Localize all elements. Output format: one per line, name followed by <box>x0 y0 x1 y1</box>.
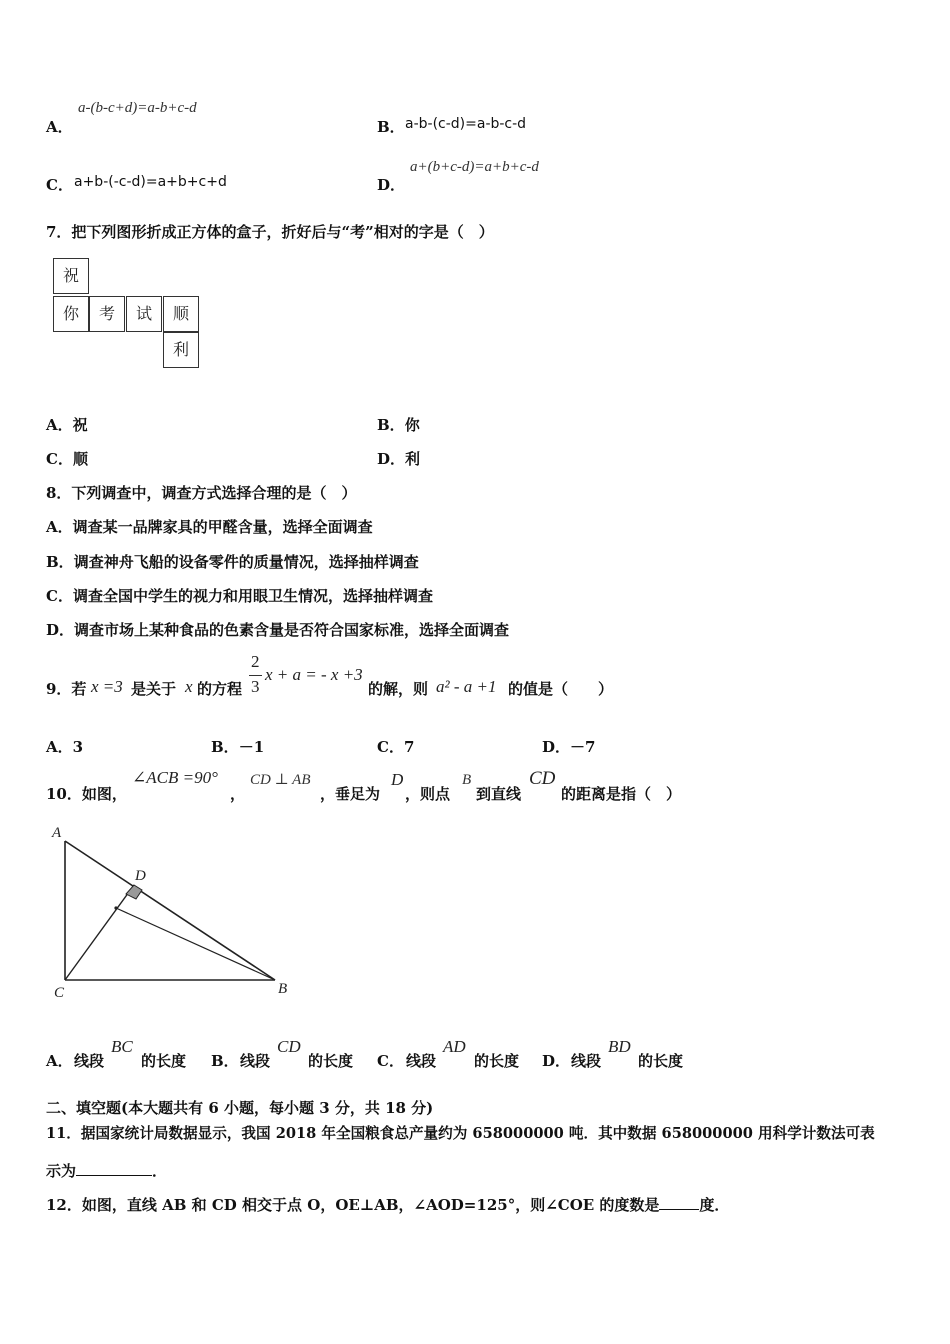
q7-option-a: A．祝 <box>46 416 88 434</box>
q10-math-3: D <box>391 770 404 789</box>
net-cell-bottom: 利 <box>163 332 199 368</box>
q8-option-a: A．调查某一品牌家具的甲醛含量，选择全面调查 <box>46 518 373 536</box>
q10-opt-b-pre: 线段 <box>240 1052 271 1070</box>
q9-option-b: B．－1 <box>211 738 265 756</box>
q10-opt-d-post: 的长度 <box>638 1052 684 1070</box>
q9-option-a: A．3 <box>46 738 84 756</box>
section-title: 二、填空题(本大题共有 6 小题，每小题 3 分，共 18 分) <box>46 1099 434 1117</box>
net-cell-top: 祝 <box>53 258 89 294</box>
q11-line-2 <box>46 1160 167 1181</box>
q6-option-a-label: A． <box>46 118 73 136</box>
net-cell-3: 试 <box>126 296 162 332</box>
q8-option-d: D．调查市场上某种食品的色素含量是否符合国家标准，选择全面调查 <box>46 621 510 639</box>
q10-opt-a-post: 的长度 <box>141 1052 187 1070</box>
net-cell-4: 顺 <box>163 296 199 332</box>
q6-option-c-expr: a+b-(-c-d)=a+b+c+d <box>74 174 227 190</box>
q10-math-5: CD <box>529 768 556 789</box>
q7-option-c: C．顺 <box>46 450 88 468</box>
q11-pre: 示为 <box>46 1162 77 1180</box>
q10-opt-c-seg: AD <box>443 1037 466 1056</box>
q9-option-d: D．－7 <box>542 738 596 756</box>
q10-text-3: ，则点 <box>405 785 451 803</box>
q10-text-2: ，垂足为 <box>320 785 381 803</box>
q9-math-2: x <box>185 677 193 696</box>
q9-frac-den: 3 <box>251 677 260 696</box>
q6-option-d-label: D． <box>377 176 406 194</box>
q11-line-1: 11．据国家统计局数据显示，我国 2018 年全国粮食总产量约为 658000000 吨．其中数据 658000000 用科学计数法可表 <box>46 1125 875 1142</box>
q12-post: 度． <box>699 1196 730 1214</box>
q10-opt-b-label: B． <box>211 1052 239 1070</box>
q10-opt-a-pre: 线段 <box>74 1052 105 1070</box>
q8-option-b: B．调查神舟飞船的设备零件的质量情况，选择抽样调查 <box>46 553 419 571</box>
q6-option-d-expr: a+(b+c-d)=a+b+c-d <box>410 159 539 175</box>
q9-option-c: C．7 <box>377 738 415 756</box>
q8-option-c: C．调查全国中学生的视力和用眼卫生情况，选择抽样调查 <box>46 587 433 605</box>
label-d: D <box>135 868 146 884</box>
q9-text-5: 的值是（ ） <box>508 680 614 698</box>
q11-blank[interactable] <box>76 1175 152 1176</box>
q9-text-2: 是关于 <box>131 680 177 698</box>
triangle-figure <box>40 815 310 1005</box>
label-b: B <box>278 981 288 997</box>
q10-opt-c-label: C． <box>377 1052 404 1070</box>
q10-opt-c-pre: 线段 <box>406 1052 437 1070</box>
q9-math-1: x =3 <box>91 677 123 696</box>
q6-option-b-label: B． <box>377 118 405 136</box>
q7-option-d: D．利 <box>377 450 421 468</box>
q10-opt-c-post: 的长度 <box>474 1052 520 1070</box>
q10-opt-b-seg: CD <box>277 1037 301 1056</box>
label-c: C <box>54 985 65 1001</box>
q10-math-2: CD ⊥ AB <box>250 772 311 788</box>
q9-text-4: 的解，则 <box>368 680 429 698</box>
q9-math-3: x + a = - x +3 <box>265 665 363 684</box>
q12-pre: 12．如图，直线 AB 和 CD 相交于点 O，OE⊥AB，∠AOD=125°，则∠COE 的度数是 <box>46 1196 660 1214</box>
q9-text-3: 的方程 <box>197 680 243 698</box>
q10-sep: ， <box>230 785 246 803</box>
net-cell-2: 考 <box>89 296 125 332</box>
q7-stem: 7．把下列图形折成正方体的盒子，折好后与“考”相对的字是（ ） <box>46 223 494 241</box>
q10-opt-a-seg: BC <box>111 1037 133 1056</box>
q9-frac-num: 2 <box>251 652 260 671</box>
q7-option-b: B．你 <box>377 416 420 434</box>
q11-post: ． <box>152 1162 168 1180</box>
q10-text-4: 到直线 <box>476 785 522 803</box>
q10-math-4: B <box>462 772 472 788</box>
q10-opt-d-pre: 线段 <box>571 1052 602 1070</box>
q6-option-b-expr: a-b-(c-d)=a-b-c-d <box>405 116 527 132</box>
q10-text-5: 的距离是指（ ） <box>561 785 682 803</box>
net-cell-1: 你 <box>53 296 89 332</box>
q10-opt-d-seg: BD <box>608 1037 631 1056</box>
q10-opt-a-label: A． <box>46 1052 73 1070</box>
q10-math-1: ∠ACB =90° <box>132 768 218 787</box>
q10-opt-d-label: D． <box>542 1052 571 1070</box>
q9-text-1: 9．若 <box>46 680 87 698</box>
q8-stem: 8．下列调查中，调查方式选择合理的是（ ） <box>46 484 357 502</box>
q12-blank[interactable] <box>659 1209 699 1210</box>
q10-opt-b-post: 的长度 <box>308 1052 354 1070</box>
q12-stem <box>46 1194 729 1215</box>
q9-math-4: a² - a +1 <box>436 677 497 696</box>
q10-text-1: 10．如图， <box>46 785 127 803</box>
q6-option-a-expr: a-(b-c+d)=a-b+c-d <box>78 100 197 116</box>
label-a: A <box>52 825 62 841</box>
q6-option-c-label: C． <box>46 176 73 194</box>
q9-frac-bar <box>249 675 262 676</box>
